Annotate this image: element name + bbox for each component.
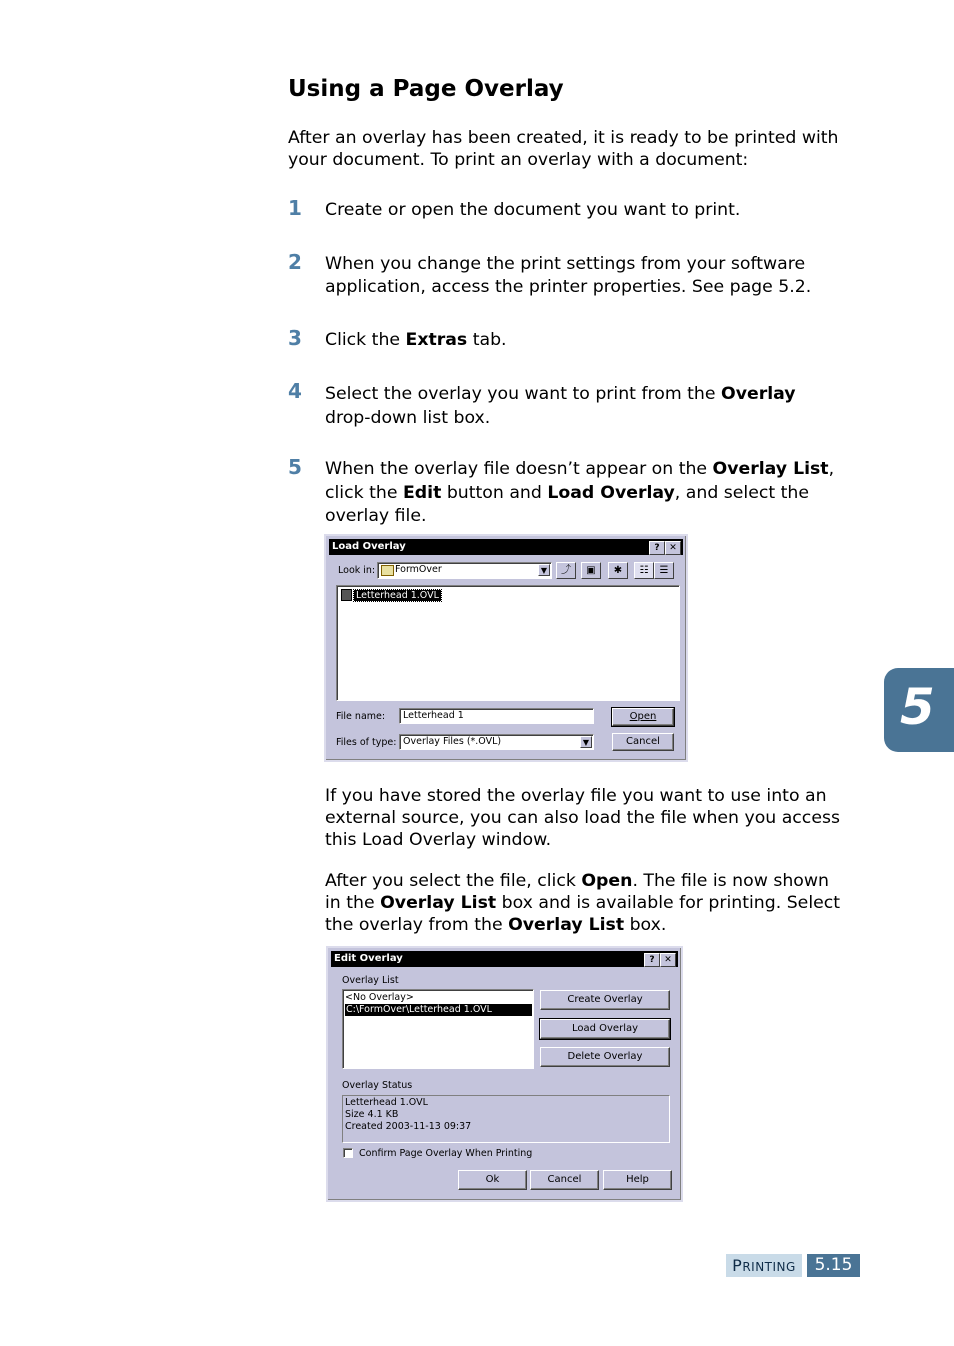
chevron-down-icon[interactable]: ▼ bbox=[580, 736, 592, 748]
note-text-part: box. bbox=[624, 915, 667, 935]
step-number: 4 bbox=[288, 379, 302, 403]
step-bold-term: Overlay List bbox=[712, 459, 829, 479]
dialog-titlebar bbox=[331, 951, 678, 967]
new-folder-icon[interactable]: ✱ bbox=[608, 562, 628, 579]
note-bold-term: Overlay List bbox=[508, 915, 625, 935]
intro-line: After an overlay has been created, it is ready to be printed with bbox=[288, 128, 839, 148]
desktop-icon[interactable]: ▣ bbox=[581, 562, 601, 579]
step-bold-term: Edit bbox=[402, 483, 442, 503]
dialog-title: Edit Overlay bbox=[334, 953, 403, 964]
dialog-titlebar bbox=[329, 539, 683, 555]
delete-overlay-button[interactable]: Delete Overlay bbox=[540, 1047, 670, 1067]
chapter-number: 5 bbox=[900, 678, 935, 736]
edit-overlay-dialog bbox=[326, 946, 683, 1202]
step-line: drop-down list box. bbox=[325, 408, 491, 428]
confirm-checkbox[interactable] bbox=[343, 1148, 353, 1158]
note-line: external source, you can also load the file when you access bbox=[325, 808, 840, 828]
file-name-label: File name: bbox=[336, 711, 386, 722]
note-text-part: the overlay from the bbox=[325, 915, 509, 935]
confirm-checkbox-label: Confirm Page Overlay When Printing bbox=[359, 1148, 533, 1159]
overlay-list-label: Overlay List bbox=[342, 975, 399, 986]
list-item[interactable]: <No Overlay> bbox=[345, 992, 414, 1003]
step-line: Create or open the document you want to print. bbox=[325, 200, 741, 220]
chevron-down-icon[interactable]: ▼ bbox=[538, 564, 550, 576]
note-bold-term: Open bbox=[581, 871, 633, 891]
files-of-type-dropdown[interactable] bbox=[399, 734, 594, 750]
step-text-part: tab. bbox=[467, 330, 507, 350]
step-bold-term: Load Overlay bbox=[547, 483, 675, 503]
cancel-button[interactable]: Cancel bbox=[612, 733, 674, 751]
step-text bbox=[325, 253, 865, 299]
step-text bbox=[325, 329, 865, 352]
note-bold-term: Overlay List bbox=[380, 893, 497, 913]
look-in-dropdown[interactable] bbox=[377, 562, 552, 579]
note-paragraph bbox=[325, 785, 840, 851]
section-heading: Using a Page Overlay bbox=[288, 76, 564, 102]
overlay-status-box bbox=[342, 1095, 670, 1143]
files-of-type-value: Overlay Files (*.OVL) bbox=[403, 736, 502, 747]
status-line: Size 4.1 KB bbox=[345, 1109, 399, 1120]
step-line: overlay file. bbox=[325, 506, 427, 526]
load-overlay-dialog bbox=[324, 534, 688, 762]
create-overlay-button[interactable]: Create Overlay bbox=[540, 990, 670, 1010]
step-bold-term: Extras bbox=[405, 330, 468, 350]
footer-section-initial: P bbox=[732, 1256, 743, 1275]
folder-icon bbox=[381, 565, 394, 576]
note-line: If you have stored the overlay file you want to use into an bbox=[325, 786, 827, 806]
file-icon bbox=[341, 589, 352, 601]
step-text-part: button and bbox=[441, 483, 548, 503]
help-icon[interactable]: ? bbox=[649, 541, 665, 555]
step-line: When you change the print settings from your software bbox=[325, 254, 806, 274]
note-text-part: box and is available for printing. Select bbox=[496, 893, 841, 913]
step-text-part: click the bbox=[325, 483, 403, 503]
status-line: Letterhead 1.OVL bbox=[345, 1097, 428, 1108]
step-number: 3 bbox=[288, 326, 302, 350]
step-text-part: , and select the bbox=[674, 483, 809, 503]
open-button[interactable]: Open bbox=[612, 708, 674, 726]
note-text-part: After you select the file, click bbox=[325, 871, 582, 891]
file-list[interactable] bbox=[336, 585, 680, 701]
step-number: 5 bbox=[288, 455, 302, 479]
up-folder-icon[interactable]: ⤴ bbox=[556, 562, 576, 579]
note-paragraph bbox=[325, 870, 840, 936]
step-text-part: , bbox=[828, 459, 835, 479]
cancel-button[interactable]: Cancel bbox=[530, 1170, 599, 1190]
intro-paragraph bbox=[288, 127, 839, 171]
footer-section-rest: RINTING bbox=[742, 1260, 796, 1274]
look-in-label: Look in: bbox=[338, 565, 376, 576]
dialog-title: Load Overlay bbox=[332, 541, 406, 552]
file-name-input[interactable]: Letterhead 1 bbox=[399, 708, 594, 724]
step-number: 2 bbox=[288, 250, 302, 274]
step-line: application, access the printer properties. See page 5.2. bbox=[325, 277, 812, 297]
list-item[interactable] bbox=[340, 589, 442, 602]
step-text-part: Select the overlay you want to print from the bbox=[325, 384, 722, 404]
step-bold-term: Overlay bbox=[721, 384, 796, 404]
step-text bbox=[325, 382, 865, 430]
intro-line: your document. To print an overlay with a document: bbox=[288, 150, 749, 170]
status-line: Created 2003-11-13 09:37 bbox=[345, 1121, 472, 1132]
ok-button[interactable]: Ok bbox=[458, 1170, 527, 1190]
list-view-icon[interactable]: ☷ bbox=[634, 562, 654, 579]
look-in-value: FormOver bbox=[395, 564, 442, 575]
step-text-part: When the overlay file doesn’t appear on the bbox=[325, 459, 713, 479]
load-overlay-button[interactable]: Load Overlay bbox=[540, 1019, 670, 1039]
step-text-part: Click the bbox=[325, 330, 406, 350]
footer-section-name bbox=[726, 1254, 802, 1277]
details-view-icon[interactable]: ☰ bbox=[654, 562, 674, 579]
step-text bbox=[325, 458, 865, 528]
list-item[interactable]: C:\FormOver\Letterhead 1.OVL bbox=[345, 1004, 532, 1016]
note-text-part: . The file is now shown bbox=[632, 871, 829, 891]
file-item-label: Letterhead 1.OVL bbox=[356, 589, 439, 601]
step-text bbox=[325, 199, 865, 222]
help-button[interactable]: Help bbox=[603, 1170, 672, 1190]
note-text-part: in the bbox=[325, 893, 381, 913]
close-icon[interactable]: ✕ bbox=[660, 953, 676, 967]
close-icon[interactable]: ✕ bbox=[665, 541, 681, 555]
footer-page-number: 5.15 bbox=[807, 1254, 860, 1277]
overlay-list[interactable] bbox=[342, 989, 534, 1069]
note-line: this Load Overlay window. bbox=[325, 830, 552, 850]
help-icon[interactable]: ? bbox=[644, 953, 660, 967]
files-of-type-label: Files of type: bbox=[336, 737, 397, 748]
step-number: 1 bbox=[288, 196, 302, 220]
overlay-status-label: Overlay Status bbox=[342, 1080, 413, 1091]
